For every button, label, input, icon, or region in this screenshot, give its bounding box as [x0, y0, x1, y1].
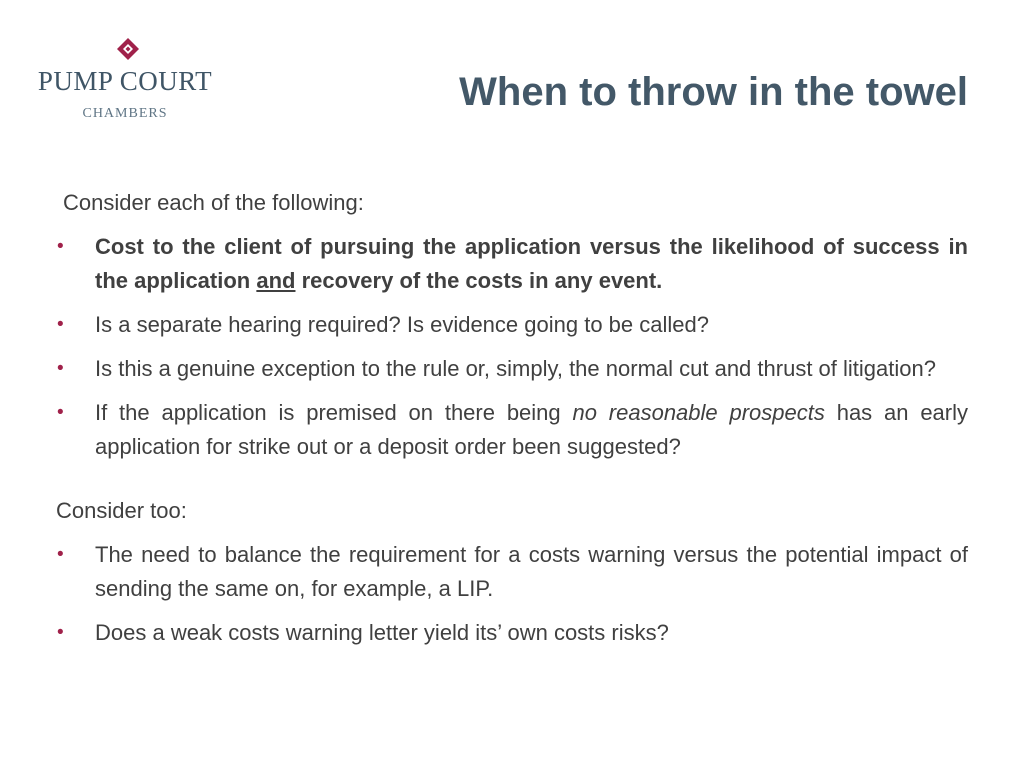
bullet-icon: •	[57, 402, 64, 423]
logo-name: PUMP COURT	[37, 66, 213, 96]
bullet-item	[56, 308, 968, 342]
slide-title: When to throw in the towel	[459, 70, 968, 114]
bullet-icon: •	[57, 358, 64, 379]
bullet-text: Is a separate hearing required? Is evidence going to be called?	[95, 312, 709, 337]
bullet-item	[56, 538, 968, 606]
bullet-text: Does a weak costs warning letter yield its’ own costs risks?	[95, 620, 669, 645]
slide-body	[56, 186, 968, 660]
pump-court-chambers-logo	[30, 38, 220, 128]
bullet-item	[56, 396, 968, 464]
bullet-text: Is this a genuine exception to the rule or, simply, the normal cut and thrust of litigation?	[95, 356, 936, 381]
emphasis-no-reasonable-prospects: no reasonable prospects	[572, 400, 825, 425]
bullet-item	[56, 230, 968, 298]
emphasis-and: and	[256, 268, 296, 293]
bullet-icon: •	[57, 622, 64, 643]
bullet-text: The need to balance the requirement for a costs warning versus the potential impact of sending the same on, for example, a LIP.	[95, 542, 968, 601]
logo-subtitle: CHAMBERS	[82, 106, 168, 121]
intro-text-2: Consider too:	[56, 498, 187, 523]
bullet-item	[56, 616, 968, 650]
bullet-text: If the application is premised on there being no reasonable prospects has an early application for strike out or a deposit order been suggested?	[95, 400, 969, 459]
bullet-icon: •	[57, 544, 64, 565]
bullet-icon: •	[57, 314, 64, 335]
bullet-text: Cost to the client of pursuing the application versus the likelihood of success in the application and recovery of the costs in any event.	[95, 234, 968, 293]
bullet-icon: •	[57, 236, 64, 257]
intro-text: Consider each of the following:	[63, 190, 364, 215]
diamond-logo-icon	[117, 38, 139, 60]
bullet-item	[56, 352, 968, 386]
